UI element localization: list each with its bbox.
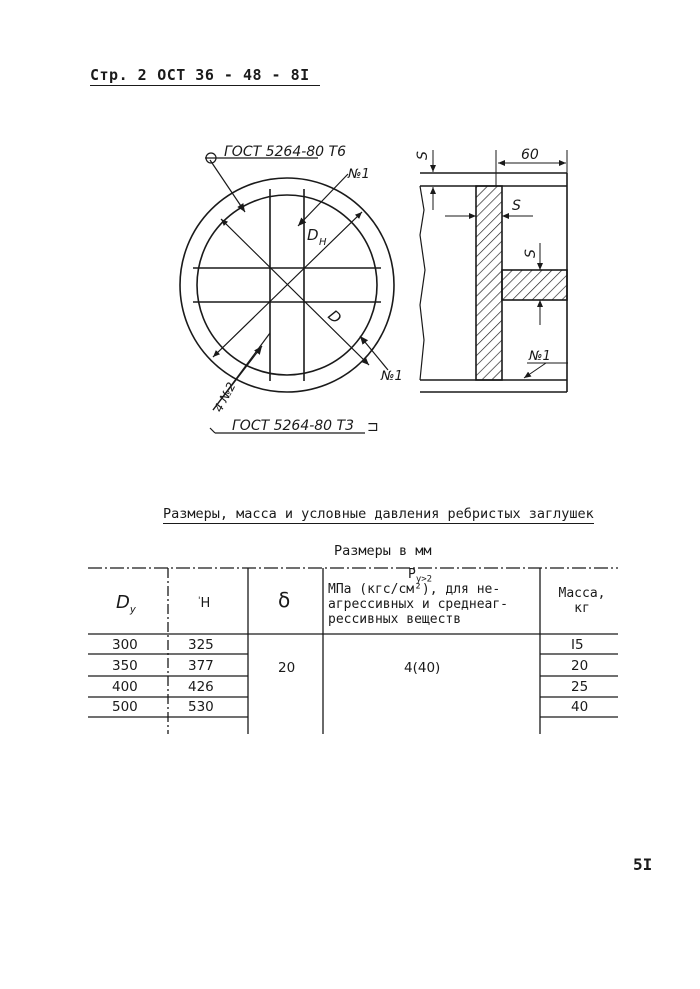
weld-bottom-label: ГОСТ 5264-80 Т3 (232, 418, 355, 434)
cell-mass-3: 25 (571, 679, 589, 695)
cell-pressure: 4(40) (404, 660, 441, 676)
weld-bottom-symbol: ⊐ (367, 419, 379, 435)
cell-mass-4: 40 (571, 699, 589, 715)
cell-mass-1: I5 (571, 637, 584, 653)
cell-dy-4: 500 (112, 699, 138, 715)
dim-s-top-label: S (415, 151, 431, 160)
header-delta: δ (278, 588, 291, 612)
cell-dh-1: 325 (188, 637, 214, 653)
dim-s-mid-label: S (512, 198, 521, 214)
header-mass: Масса, кг (558, 586, 606, 616)
header-pressure-symbol: $P_{у>2}$ (408, 567, 433, 585)
header-dy: $D_у$ (116, 592, 136, 616)
part-label-n1-side: №1 (381, 369, 403, 384)
header-dh: 'Н (198, 596, 211, 611)
cell-dh-4: 530 (188, 699, 214, 715)
weld-top-label: ГОСТ 5264-80 Т6 (224, 144, 347, 160)
page-number: 5I (633, 855, 653, 874)
cell-dh-3: 426 (188, 679, 214, 695)
part-label-n1-top: №1 (348, 167, 370, 182)
cell-dy-2: 350 (112, 658, 138, 674)
part-label-n1-bottom: №1 (529, 349, 551, 364)
standard-number: ОСТ 36 - 48 - 8I (157, 66, 310, 84)
cell-mass-2: 20 (571, 658, 589, 674)
dim-s-right-label: S (523, 249, 539, 258)
cell-dy-1: 300 (112, 637, 138, 653)
outer-diameter-sub: H (319, 237, 327, 248)
cell-delta: 20 (278, 660, 296, 676)
diameter-label: D (324, 306, 345, 328)
part-label-4n2: 4 №2 (211, 379, 239, 415)
cell-dy-3: 400 (112, 679, 138, 695)
cell-dh-2: 377 (188, 658, 214, 674)
units-note: Размеры в мм (334, 543, 432, 559)
dim-60-label: 60 (521, 147, 539, 163)
outer-diameter-label: D (307, 226, 319, 244)
table-caption: Размеры, масса и условные давления ребристых заглушек (163, 506, 594, 522)
header-pressure-text: МПа (кгс/см²), для не-агрессивных и среднеаг-рессивных веществ (328, 582, 509, 627)
page-label: Стр. 2 (90, 66, 148, 84)
